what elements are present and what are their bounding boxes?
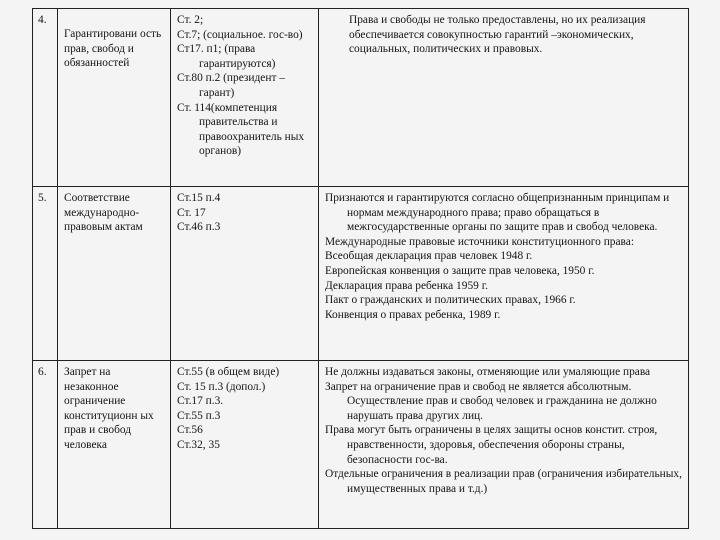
note-text: Права могут быть ограничены в целях защиты основ констит. строя, нравственности, здоровья, обеспечения обороны страны, безопасности гос-ва. [325, 424, 658, 466]
article-item: Ст.56 [177, 424, 203, 437]
table-row [33, 361, 689, 529]
article-item: Ст17. п1; (права гарантируются) [177, 43, 276, 70]
topic-cell [58, 187, 171, 361]
notes-cell [319, 9, 689, 187]
articles-cell [171, 9, 319, 187]
note-text: Пакт о гражданских и политических правах, 1966 г. [325, 294, 576, 307]
articles-cell [171, 361, 319, 529]
row-number: 4. [33, 9, 58, 187]
topic-text: Запрет на незаконное ограничение конституционн ых прав и свобод человека [64, 366, 154, 451]
article-item: Ст.17 п.3. [177, 395, 224, 408]
article-item: Ст.46 п.3 [177, 221, 221, 234]
note-text: Международные правовые источники конституционного права: [325, 235, 635, 248]
note-text: Запрет на ограничение прав и свобод не является абсолютным. Осуществление прав и свобод человек и гражданина не должно нарушать права других лиц. [325, 380, 657, 422]
article-item: Ст.55 (в общем виде) [177, 366, 280, 378]
table-row [33, 9, 689, 187]
topic-cell [58, 361, 171, 529]
article-item: Ст.55 п.3 [177, 409, 221, 422]
article-item: Ст.7; (социальное. гос-во) [177, 28, 303, 41]
note-text: Признаются и гарантируются согласно общепризнанным принципам и нормам международного права; право обращаться в межгосударственные органы по защите прав и свобод человека. [325, 192, 670, 234]
article-item: Ст. 17 [177, 206, 206, 219]
table-row [33, 187, 689, 361]
article-item: Ст. 114(компетенция правительства и правоохранитель ных органов) [177, 101, 305, 158]
topic-text: Соответствие международно-правовым актам [64, 192, 143, 234]
rights-guarantees-table [32, 8, 689, 529]
note-text: Не должны издаваться законы, отменяющие или умаляющие права [325, 366, 651, 378]
notes-cell [319, 361, 689, 529]
row-number: 6. [33, 361, 58, 529]
articles-cell [171, 187, 319, 361]
article-item: Ст. 2; [177, 14, 204, 26]
note-text: Отдельные ограничения в реализации прав (ограничения избирательных, имущественных права и т.д.) [325, 468, 682, 495]
note-text: Декларация права ребенка 1959 г. [325, 279, 488, 292]
article-item: Ст. 15 п.3 (допол.) [177, 380, 266, 393]
article-item: Ст.80 п.2 (президент – гарант) [177, 72, 285, 99]
note-text: Конвенция о правах ребенка, 1989 г. [325, 308, 501, 321]
row-number: 5. [33, 187, 58, 361]
notes-cell [319, 187, 689, 361]
topic-text: Гарантировани ость прав, свобод и обязанностей [64, 28, 162, 70]
article-item: Ст.32, 35 [177, 438, 220, 451]
note-text: Европейская конвенция о защите прав человека, 1950 г. [325, 264, 595, 277]
note-text: Права и свободы не только предоставлены, но их реализация обеспечивается совокупностью гарантий –экономических, социальных, политических и правовых. [349, 14, 646, 56]
topic-cell [58, 9, 171, 187]
article-item: Ст.15 п.4 [177, 192, 221, 204]
note-text: Всеобщая декларация прав человек 1948 г. [325, 250, 533, 263]
